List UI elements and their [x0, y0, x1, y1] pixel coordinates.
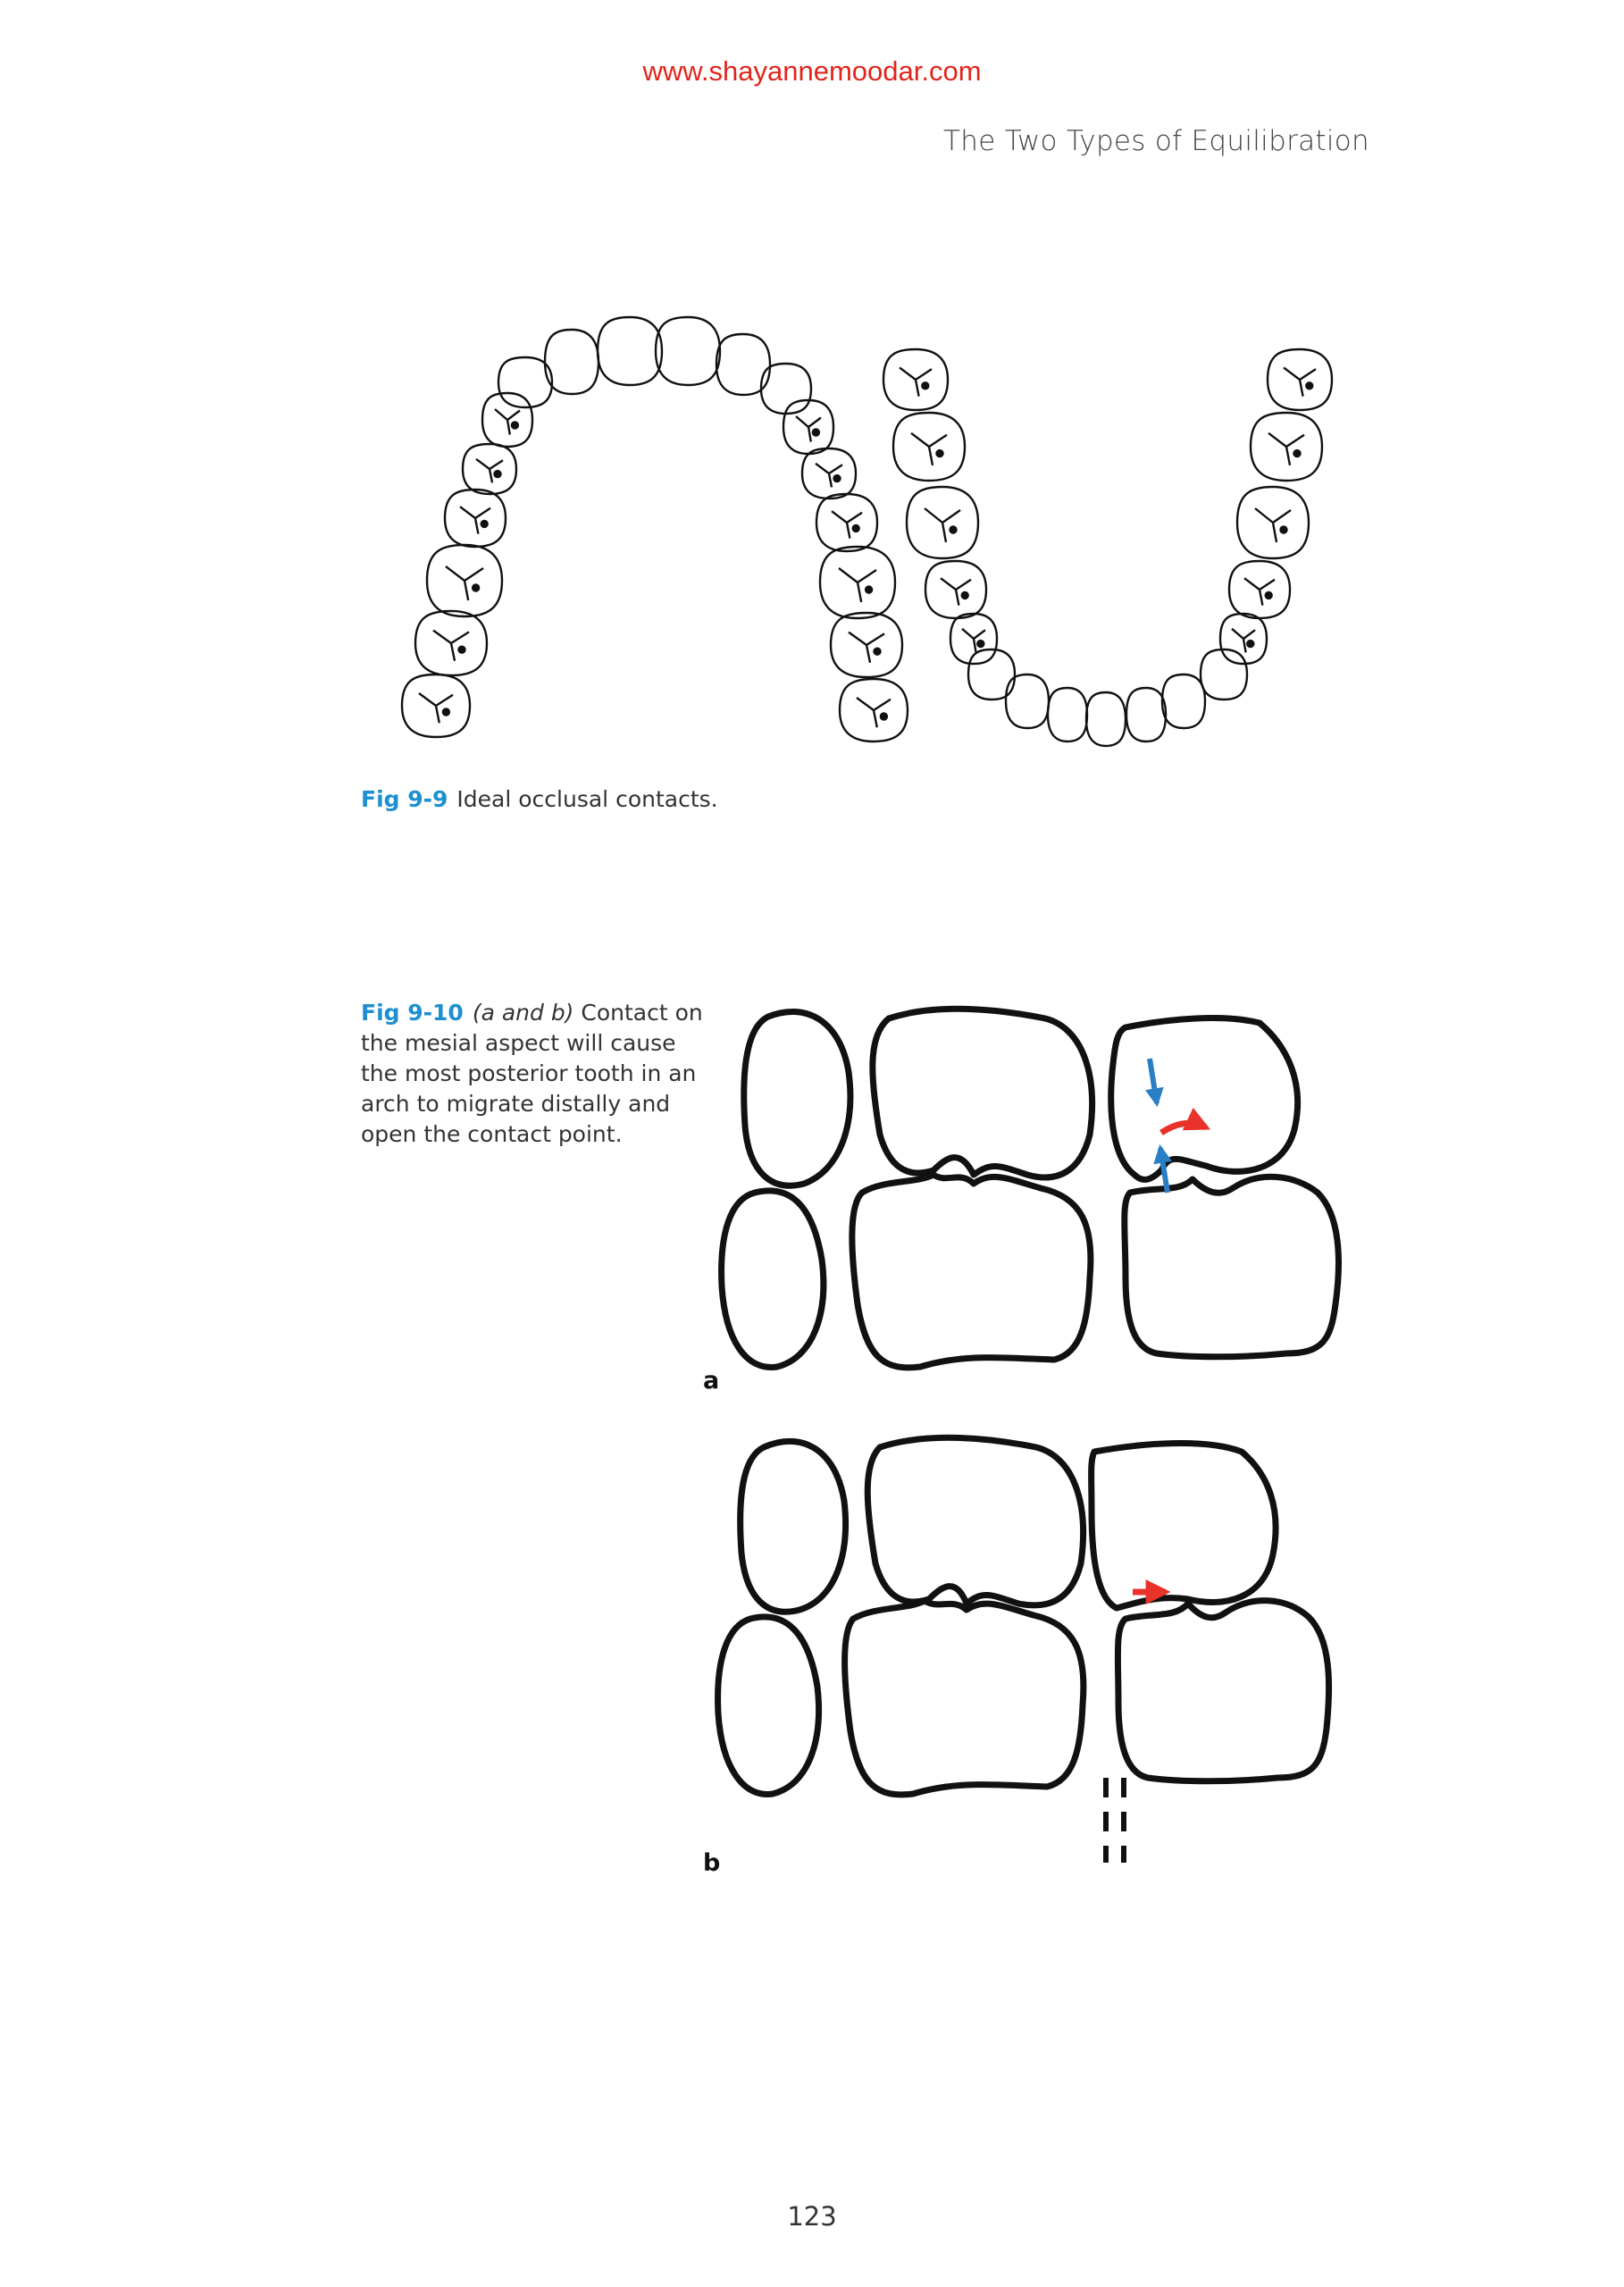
upper-arch-tooth — [831, 613, 902, 677]
page-number: 123 — [787, 2201, 837, 2232]
upper-tooth-3 — [1111, 1018, 1298, 1180]
fig-9-9-arches — [0, 0, 1624, 768]
lower-arch-tooth — [925, 561, 986, 618]
upper-arch-tooth — [402, 674, 470, 737]
lower-arch-tooth — [1201, 649, 1247, 700]
upper-arch-tooth — [427, 545, 502, 616]
lower-arch-tooth — [1237, 487, 1309, 558]
lower-tooth-3 — [1125, 1177, 1339, 1356]
fig-9-9-label: Fig 9-9 — [361, 786, 448, 812]
lower-arch-tooth — [1229, 561, 1290, 618]
watermark-url: www.shayannemoodar.com — [642, 55, 982, 87]
lower-arch-tooth — [1220, 614, 1267, 664]
panel-label-b: b — [703, 1849, 721, 1877]
fig-9-10-caption-text: Contact on the mesial aspect will cause the most posterior tooth in an arch to migrate distally and open the contact point. — [361, 1000, 703, 1147]
upper-arch-tooth — [482, 393, 532, 447]
lower-arch-tooth — [1162, 674, 1205, 728]
lower-tooth-1 — [718, 1617, 819, 1795]
fig-9-10b-diagram — [706, 1420, 1349, 1867]
upper-tooth-1 — [741, 1441, 846, 1612]
lower-arch-tooth — [907, 487, 978, 558]
lower-arch-tooth — [1268, 349, 1332, 410]
upper-arch-tooth — [415, 611, 487, 675]
blue-arrow-down — [1150, 1059, 1157, 1103]
lower-arch-tooth — [883, 349, 948, 410]
upper-arch-tooth — [840, 679, 908, 741]
lower-arch-tooth — [1086, 692, 1126, 746]
lower-tooth-2 — [845, 1601, 1084, 1795]
upper-tooth-3 — [1092, 1444, 1276, 1608]
upper-arch-tooth — [445, 490, 506, 547]
lower-tooth-3 — [1118, 1601, 1328, 1781]
upper-tooth-2 — [873, 1009, 1092, 1177]
upper-arch-tooth — [463, 444, 516, 494]
upper-arch-tooth — [802, 448, 856, 498]
upper-arch-tooth — [820, 547, 895, 618]
upper-tooth-1 — [744, 1011, 850, 1185]
upper-arch-tooth — [656, 317, 720, 385]
lower-arch-tooth — [893, 413, 965, 481]
fig-9-10-caption-italic: (a and b) — [472, 1000, 574, 1026]
fig-9-9-caption-text: Ideal occlusal contacts. — [456, 786, 718, 812]
fig-9-10a-diagram — [706, 992, 1349, 1385]
red-arrow-distal — [1161, 1123, 1206, 1133]
upper-arch-tooth — [761, 364, 811, 414]
mandibular-arch — [883, 349, 1332, 746]
maxillary-arch — [402, 317, 908, 741]
upper-arch-tooth — [598, 317, 662, 385]
lower-arch-tooth — [1048, 688, 1087, 741]
lower-arch-tooth — [1126, 688, 1166, 741]
lower-arch-tooth — [1006, 674, 1049, 728]
fig-9-10-label: Fig 9-10 — [361, 1000, 464, 1026]
lower-tooth-1 — [722, 1191, 824, 1368]
lower-tooth-2 — [852, 1175, 1091, 1368]
upper-tooth-2 — [867, 1437, 1083, 1605]
upper-arch-tooth — [783, 400, 833, 454]
lower-arch-tooth — [1251, 413, 1322, 481]
fig-9-9-caption — [361, 784, 718, 815]
running-head: The Two Types of Equilibration — [943, 125, 1369, 157]
fig-9-10-caption — [361, 998, 718, 1150]
upper-arch-tooth — [816, 494, 877, 551]
open-contact-dashes — [1106, 1778, 1124, 1863]
panel-label-a: a — [703, 1367, 720, 1395]
